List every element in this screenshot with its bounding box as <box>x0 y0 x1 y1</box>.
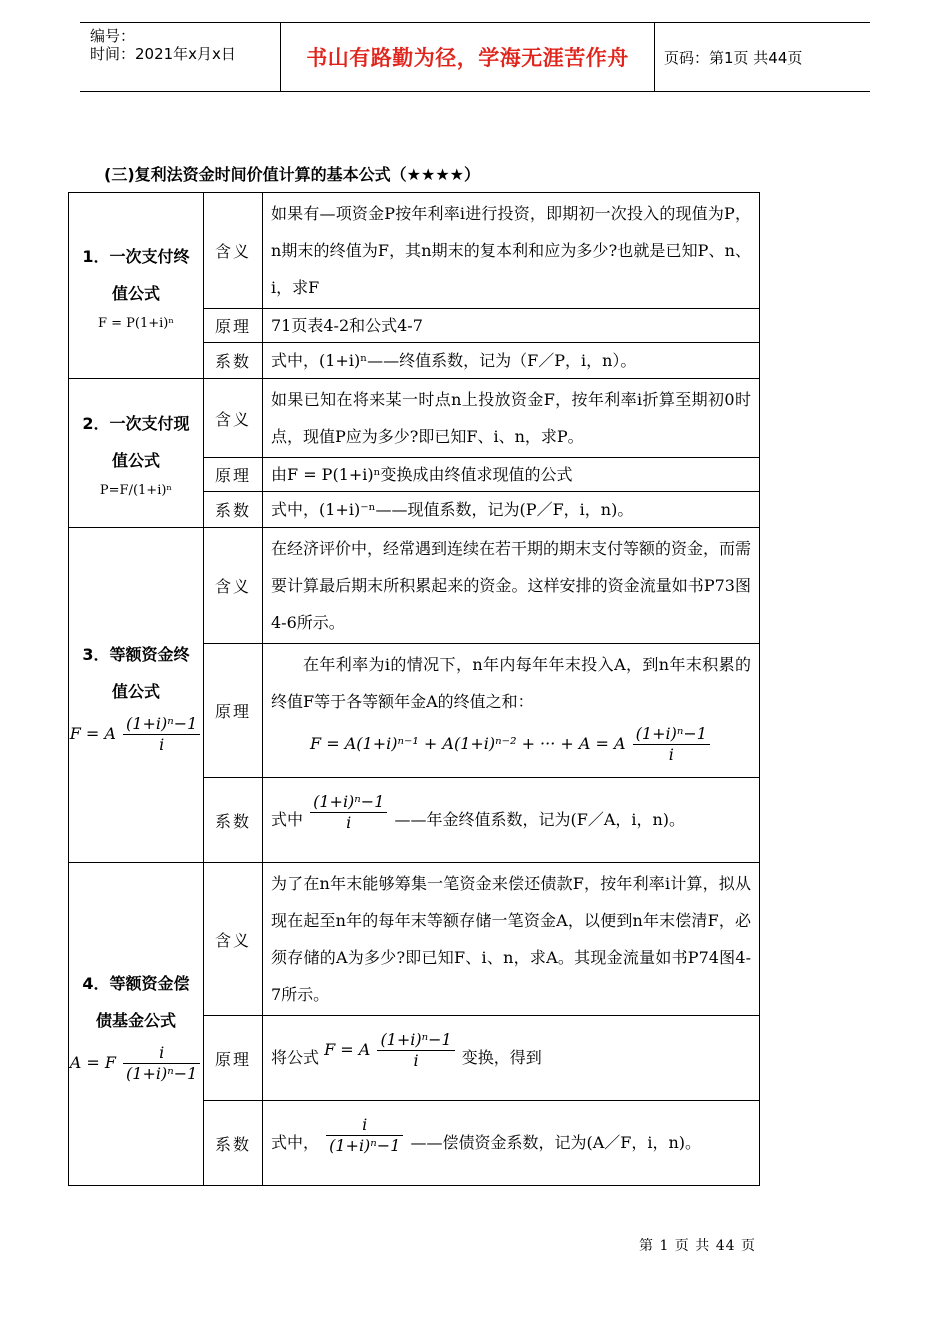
coefficient-suffix: ——年金终值系数，记为(F／A，i，n)。 <box>394 809 686 829</box>
principle-numerator: (1+i)ⁿ−1 <box>377 1030 454 1051</box>
formula-title: 4．等额资金偿 <box>82 973 190 993</box>
meaning-text: 在经济评价中，经常遇到连续在若干期的期末支付等额的资金，而需要计算最后期末所积累起来的资金。这样安排的资金流量如书P73图4-6所示。 <box>263 528 760 644</box>
row-label-principle: 原理 <box>204 1016 263 1101</box>
formula-numerator: (1+i)ⁿ−1 <box>123 714 200 735</box>
meaning-text: 为了在n年末能够筹集一笔资金来偿还债款F，按年利率i计算，拟从现在起至n年的每年末等额存储一笔资金A，以便到n年末偿清F，必须存储的A为多少?即已知F、i、n，求A。其现金流量如书P74图4-7所示。 <box>263 863 760 1016</box>
formula-expression: F = P(1+i)ⁿ <box>97 315 174 331</box>
formula-name-cell <box>69 193 204 379</box>
principle-equation-lhs: F = A(1+i)ⁿ⁻¹ + A(1+i)ⁿ⁻² + ··· + A = A <box>310 734 626 753</box>
coefficient-denominator: i <box>346 812 352 832</box>
meaning-text: 如果已知在将来某一时点n上投放资金F，按年利率i折算至期初0时点，现值P应为多少?即已知F、i、n，求P。 <box>263 379 760 458</box>
formula-name-cell <box>69 528 204 863</box>
principle-equation <box>271 724 751 765</box>
principle-denominator: i <box>668 745 674 764</box>
formula-title: 值公式 <box>111 681 160 701</box>
row-label-principle: 原理 <box>204 644 263 778</box>
principle-suffix: 变换，得到 <box>461 1047 542 1067</box>
row-label-meaning: 含义 <box>204 193 263 309</box>
row-label-principle: 原理 <box>204 309 263 343</box>
principle-numerator: (1+i)ⁿ−1 <box>633 724 710 745</box>
table-row <box>69 379 760 458</box>
coefficient-prefix: 式中， <box>271 1132 320 1152</box>
header-number-label: 编号： <box>90 27 136 45</box>
table-row <box>69 193 760 309</box>
formula-fraction <box>123 714 200 755</box>
coefficient-suffix: ——偿债资金系数，记为(A／F，i，n)。 <box>410 1132 702 1152</box>
formula-denominator: i <box>159 734 165 754</box>
coefficient-text: 式中，(1+i)ⁿ——终值系数，记为（F／P，i，n）。 <box>263 343 760 379</box>
row-label-meaning: 含义 <box>204 863 263 1016</box>
formula-expression <box>69 714 203 755</box>
header-meta <box>90 27 236 63</box>
formula-title: 2．一次支付现 <box>82 414 190 433</box>
coefficient-numerator: i <box>326 1115 403 1136</box>
principle-cell <box>263 644 760 778</box>
coefficient-prefix: 式中 <box>271 809 304 829</box>
formula-title: 值公式 <box>111 283 160 303</box>
row-label-coefficient: 系数 <box>204 1101 263 1186</box>
meaning-text: 如果有—项资金P按年利率i进行投资，即期初一次投入的现值为P，n期末的终值为F，其n期末的复本利和应为多少?也就是已知P、n、i，求F <box>263 193 760 309</box>
coefficient-text: 式中，(1+i)⁻ⁿ——现值系数，记为(P／F，i，n)。 <box>263 492 760 528</box>
formula-lhs: A = F <box>69 1052 116 1072</box>
formula-title: 值公式 <box>111 451 160 470</box>
section-title: (三)复利法资金时间价值计算的基本公式（★★★★） <box>104 165 481 184</box>
page-header <box>80 22 870 92</box>
principle-prefix: 将公式 <box>271 1047 320 1067</box>
coefficient-denominator: (1+i)ⁿ−1 <box>329 1135 401 1155</box>
row-label-meaning: 含义 <box>204 528 263 644</box>
principle-cell <box>263 1016 760 1101</box>
formula-name-cell <box>69 379 204 528</box>
principle-lhs: F = A <box>324 1039 371 1059</box>
formula-name-cell <box>69 863 204 1186</box>
table-row <box>69 528 760 644</box>
formula-table <box>68 192 760 1186</box>
coefficient-fraction <box>310 792 387 833</box>
principle-equation <box>324 1029 462 1070</box>
formula-title: 债基金公式 <box>95 1010 176 1030</box>
formula-expression <box>69 1043 203 1084</box>
formula-expression: P=F/(1+i)ⁿ <box>99 483 173 498</box>
coefficient-fraction <box>326 1115 403 1156</box>
page-footer: 第 1 页 共 44 页 <box>639 1238 756 1254</box>
header-motto: 书山有路勤为径，学海无涯苦作舟 <box>280 23 655 91</box>
row-label-coefficient: 系数 <box>204 343 263 379</box>
coefficient-cell <box>263 778 760 863</box>
row-label-coefficient: 系数 <box>204 778 263 863</box>
header-page-info: 页码：第1页 共44页 <box>664 48 803 67</box>
formula-denominator: (1+i)ⁿ−1 <box>126 1063 198 1083</box>
header-time-label: 时间：2021年x月x日 <box>90 45 236 63</box>
coefficient-cell <box>263 1101 760 1186</box>
principle-text: 在年利率为i的情况下，n年内每年年末投入A，到n年末积累的终值F等于各等额年金A的终值之和： <box>271 655 751 711</box>
coefficient-numerator: (1+i)ⁿ−1 <box>310 792 387 813</box>
row-label-meaning: 含义 <box>204 379 263 458</box>
formula-title: 1．一次支付终 <box>82 246 190 266</box>
row-label-coefficient: 系数 <box>204 492 263 528</box>
principle-fraction <box>633 724 710 765</box>
formula-title: 3．等额资金终 <box>82 644 190 664</box>
principle-denominator: i <box>413 1050 419 1070</box>
formula-numerator: i <box>123 1043 200 1064</box>
principle-text: 71页表4-2和公式4-7 <box>263 309 760 343</box>
formula-lhs: F = A <box>69 723 116 743</box>
principle-text: 由F = P(1+i)ⁿ变换成由终值求现值的公式 <box>263 458 760 492</box>
principle-fraction <box>377 1030 454 1071</box>
row-label-principle: 原理 <box>204 458 263 492</box>
table-row <box>69 863 760 1016</box>
formula-fraction <box>123 1043 200 1084</box>
